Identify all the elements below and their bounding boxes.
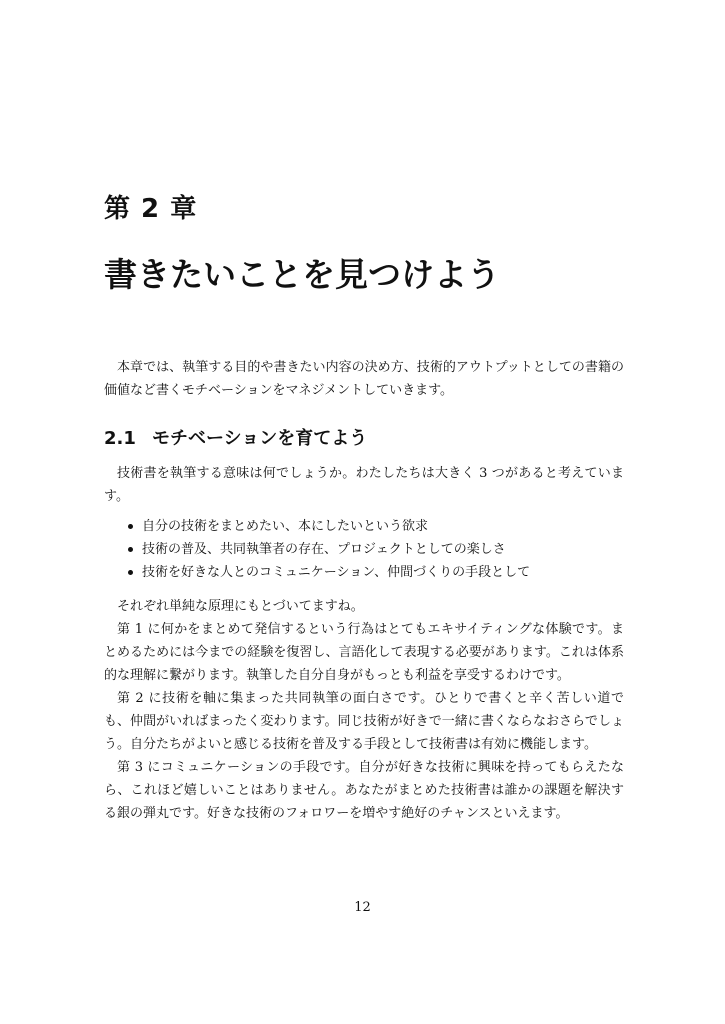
lead-block [104, 462, 624, 508]
bullet-dot-icon [128, 547, 133, 552]
bullet-text: 技術の普及、共同執筆者の存在、プロジェクトとしての楽しさ [142, 542, 506, 557]
body-block [104, 595, 624, 825]
bullet-item [128, 561, 530, 584]
page-number: 12 [354, 900, 371, 915]
lead-paragraph: 技術書を執筆する意味は何でしょうか。わたしたちは大きく 3 つがあると考えています。 [104, 466, 624, 504]
bullet-text: 技術を好きな人とのコミュニケーション、仲間づくりの手段として [142, 565, 531, 580]
chapter-label: 第 2 章 [104, 194, 198, 224]
body-paragraph: 第 2 に技術を軸に集まった共同執筆の面白さです。ひとりで書くと辛く苦しい道でも、仲間がいればまったく変わります。同じ技術が好きで一緒に書くならなおさらでしょう。自分たちがよいと感じる技術を普及する手段として技術書は有効に機能します。 [104, 691, 624, 752]
bullet-item [128, 515, 530, 538]
bullet-dot-icon [128, 524, 133, 529]
bullet-list [128, 515, 530, 584]
chapter-title: 書きたいことを見つけよう [104, 255, 500, 294]
bullet-text: 自分の技術をまとめたい、本にしたいという欲求 [142, 519, 429, 534]
section-title: モチベーションを育てよう [152, 428, 368, 449]
body-paragraph: 第 3 にコミュニケーションの手段です。自分が好きな技術に興味を持ってもらえたなら、これほど嬉しいことはありません。あなたがまとめた技術書は誰かの課題を解決する銀の弾丸です。好きな技術のフォロワーを増やす絶好のチャンスといえます。 [104, 760, 624, 821]
bullet-dot-icon [128, 570, 133, 575]
bullet-item [128, 538, 530, 561]
section-number: 2.1 [104, 428, 136, 449]
body-paragraph: それぞれ単純な原理にもとづいてますね。 [117, 599, 364, 614]
body-paragraph: 第 1 に何かをまとめて発信するという行為はとてもエキサイティングな体験です。まとめるためには今までの経験を復習し、言語化して表現する必要があります。これは体系的な理解に繋がります。執筆した自分自身がもっとも利益を享受するわけです。 [104, 622, 624, 683]
section-heading [104, 425, 367, 453]
intro-block [104, 356, 624, 402]
intro-paragraph: 本章では、執筆する目的や書きたい内容の決め方、技術的アウトプットとしての書籍の価値など書くモチベーションをマネジメントしていきます。 [104, 360, 624, 398]
